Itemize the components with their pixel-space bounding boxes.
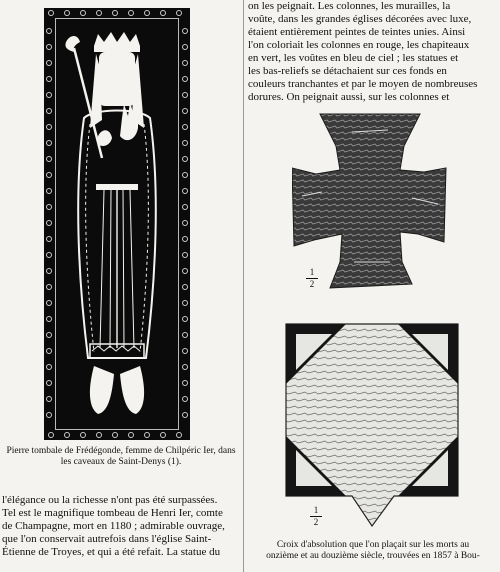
tomb-slab-figure: [44, 8, 190, 440]
scale-numerator: 1: [309, 267, 315, 277]
body-text-right: [248, 0, 496, 104]
text-line: couleurs tranchantes et par le moyen de nombreuses: [248, 78, 478, 90]
queen-effigy-illustration: [44, 8, 190, 440]
text-line: en vert, les voûtes en bleu de ciel ; les statues et: [248, 52, 459, 64]
scale-numerator: 1: [313, 505, 319, 515]
column-divider: [243, 0, 244, 572]
absolution-cross-light: [282, 320, 462, 530]
figure-caption-crosses: [250, 540, 496, 562]
text-line: l'élégance ou la richesse n'ont pas été surpassées.: [2, 494, 218, 506]
text-line: dorures. On peignait aussi, sur les colonnes et: [248, 91, 450, 103]
text-line: on les peignait. Les colonnes, les murailles, la: [248, 0, 451, 12]
scale-label-half-top: [306, 268, 318, 289]
scale-denominator: 2: [309, 279, 315, 289]
text-line: Tel est le magnifique tombeau de Henri Ier, comte: [2, 507, 223, 519]
scale-label-half-bottom: [310, 506, 322, 527]
text-line: l'on coloriait les colonnes en rouge, les chapiteaux: [248, 39, 470, 51]
body-text-left: [2, 494, 240, 559]
absolution-cross-dark: [292, 112, 448, 290]
caption-line: onzième et au douzième siècle, trouvées en 1857 à Bou-: [266, 551, 480, 561]
text-line: Étienne de Troyes, et qui a été refait. La statue du: [2, 546, 221, 558]
text-line: voûte, dans les grandes églises décorées avec luxe,: [248, 13, 472, 25]
figure-caption-tomb: Pierre tombale de Frédégonde, femme de Chilpéric Ier, dans les caveaux de Saint-Denys (1).: [6, 446, 236, 467]
text-line: les bas-reliefs se détachaient sur ces fonds en: [248, 65, 447, 77]
text-line: étaient entièrement peintes de teintes unies. Ainsi: [248, 26, 466, 38]
text-line: de Champagne, mort en 1180 ; admirable ouvrage,: [2, 520, 225, 532]
text-line: que l'on conservait autrefois dans l'église Saint-: [2, 533, 212, 545]
caption-line: Croix d'absolution que l'on plaçait sur les morts au: [276, 540, 470, 550]
scale-denominator: 2: [313, 517, 319, 527]
